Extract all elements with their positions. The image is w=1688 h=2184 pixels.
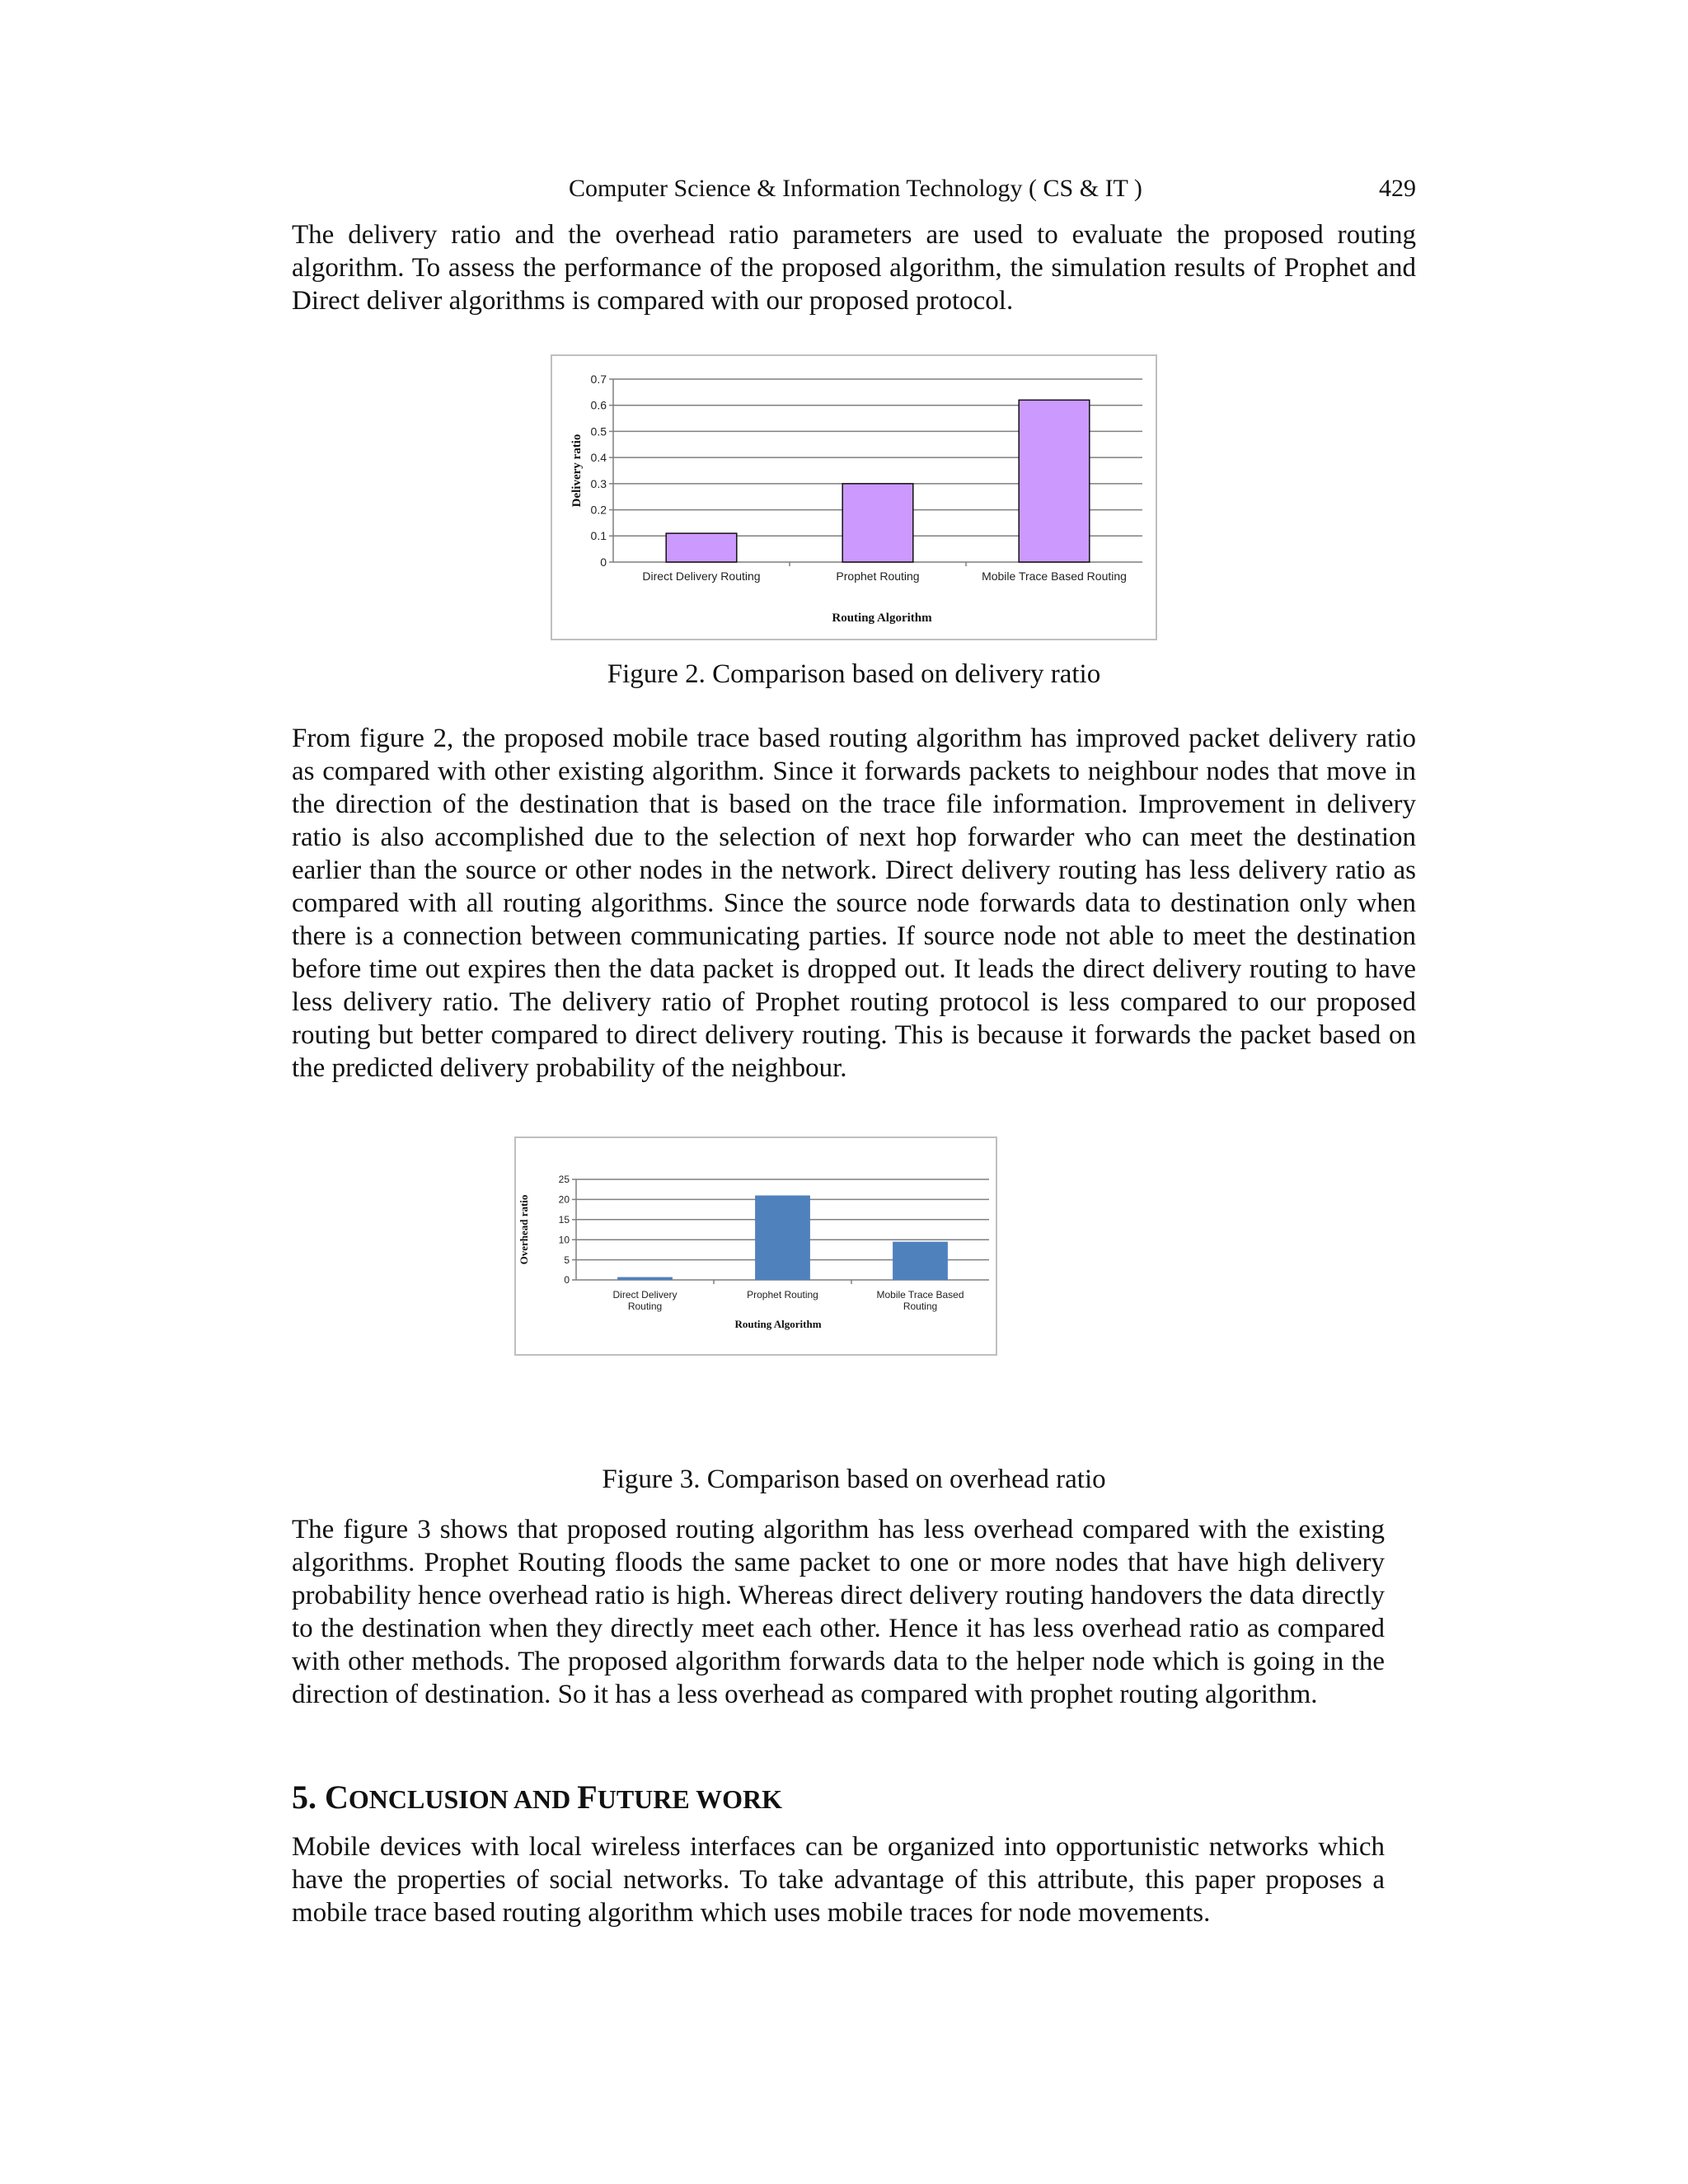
y-tick-label: 0.1 (590, 529, 607, 543)
bar (617, 1277, 673, 1280)
section-title-c: C (325, 1779, 349, 1816)
bar (666, 533, 737, 562)
delivery-ratio-chart (551, 354, 1157, 640)
delivery-ratio-chart-svg (552, 356, 1156, 639)
y-tick-label: 0 (600, 555, 607, 569)
bar (893, 1242, 948, 1280)
y-tick-label: 15 (558, 1214, 570, 1226)
x-tick-label: Direct Delivery (612, 1289, 678, 1301)
y-tick-label: 0.5 (590, 424, 607, 438)
x-tick-label: Routing (627, 1300, 663, 1312)
y-tick-label: 0.2 (590, 503, 607, 517)
y-tick-label: 10 (558, 1234, 570, 1246)
figure-3-caption: Figure 3. Comparison based on overhead ratio (602, 1465, 1106, 1494)
y-axis-label: Delivery ratio (570, 434, 584, 508)
y-tick-label: 0 (564, 1274, 570, 1286)
x-tick-label: Prophet Routing (836, 569, 920, 583)
page-number: 429 (1379, 175, 1416, 202)
journal-title: Computer Science & Information Technology ( CS & IT ) (569, 175, 1142, 202)
y-tick-label: 20 (558, 1193, 570, 1206)
y-tick-label: 5 (564, 1254, 570, 1266)
y-tick-label: 0.3 (590, 476, 607, 490)
overhead-ratio-chart (514, 1137, 997, 1356)
x-tick-label: Mobile Trace Based Routing (982, 569, 1127, 583)
section-heading-conclusion (292, 1778, 782, 1816)
section-title-part2: UTURE WORK (597, 1784, 783, 1814)
bar (755, 1196, 810, 1280)
y-tick-label: 0.7 (590, 372, 607, 386)
x-tick-label: Prophet Routing (747, 1289, 818, 1301)
paragraph-figure-3-discussion: The figure 3 shows that proposed routing algorithm has less overhead compared with the existing algorithms. Prophet Routing floods the same packet to one or more nodes that have high delivery probability hence overhead ratio is high. Whereas direct delivery routing handovers the data directly to the destination when they directly meet each other. Hence it has less overhead ratio as compared with other methods. The proposed algorithm forwards data to the helper node which is going in the direction of destination. So it has a less overhead as compared with prophet routing algorithm. (292, 1515, 1385, 1709)
paragraph-conclusion: Mobile devices with local wireless interfaces can be organized into opportunistic networks which have the properties of social networks. To take advantage of this attribute, this paper proposes a mobile trace based routing algorithm which uses mobile traces for node movements. (292, 1832, 1385, 1928)
paragraph-intro: The delivery ratio and the overhead ratio parameters are used to evaluate the proposed routing algorithm. To assess the performance of the proposed algorithm, the simulation results of Prophet and Direct deliver algorithms is compared with our proposed protocol. (292, 220, 1416, 316)
paragraph-figure-2-discussion: From figure 2, the proposed mobile trace based routing algorithm has improved packet delivery ratio as compared with other existing algorithm. Since it forwards packets to neighbour nodes that move in the direction of the destination that is based on the trace file information. Improvement in delivery ratio is also accomplished due to the selection of next hop forwarder who can meet the destination earlier than the source or other nodes in the network. Direct delivery routing has less delivery ratio as compared with all routing algorithms. Since the source node forwards data to destination only when there is a connection between communicating parties. If source node not able to meet the destination before time out expires then the data packet is dropped out. It leads the direct delivery routing to have less delivery ratio. The delivery ratio of Prophet routing protocol is less compared to our proposed routing but better compared to direct delivery routing. This is because it forwards the packet based on the predicted delivery probability of the neighbour. (292, 724, 1416, 1083)
bar (842, 484, 913, 562)
y-tick-label: 0.6 (590, 398, 607, 412)
x-tick-label: Direct Delivery Routing (642, 569, 761, 583)
y-tick-label: 25 (558, 1174, 570, 1186)
section-title-part1: ONCLUSION AND (348, 1784, 578, 1814)
x-axis-label: Routing Algorithm (832, 612, 932, 625)
overhead-ratio-chart-svg (516, 1138, 996, 1354)
x-axis-label: Routing Algorithm (734, 1318, 822, 1330)
bar (1019, 400, 1090, 562)
section-title-f: F (577, 1779, 598, 1816)
y-axis-label: Overhead ratio (518, 1194, 530, 1265)
figure-2-caption: Figure 2. Comparison based on delivery ratio (607, 659, 1101, 689)
y-tick-label: 0.4 (590, 451, 607, 465)
x-tick-label: Routing (903, 1300, 938, 1312)
section-number: 5. (292, 1779, 316, 1816)
x-tick-label: Mobile Trace Based (876, 1289, 964, 1301)
